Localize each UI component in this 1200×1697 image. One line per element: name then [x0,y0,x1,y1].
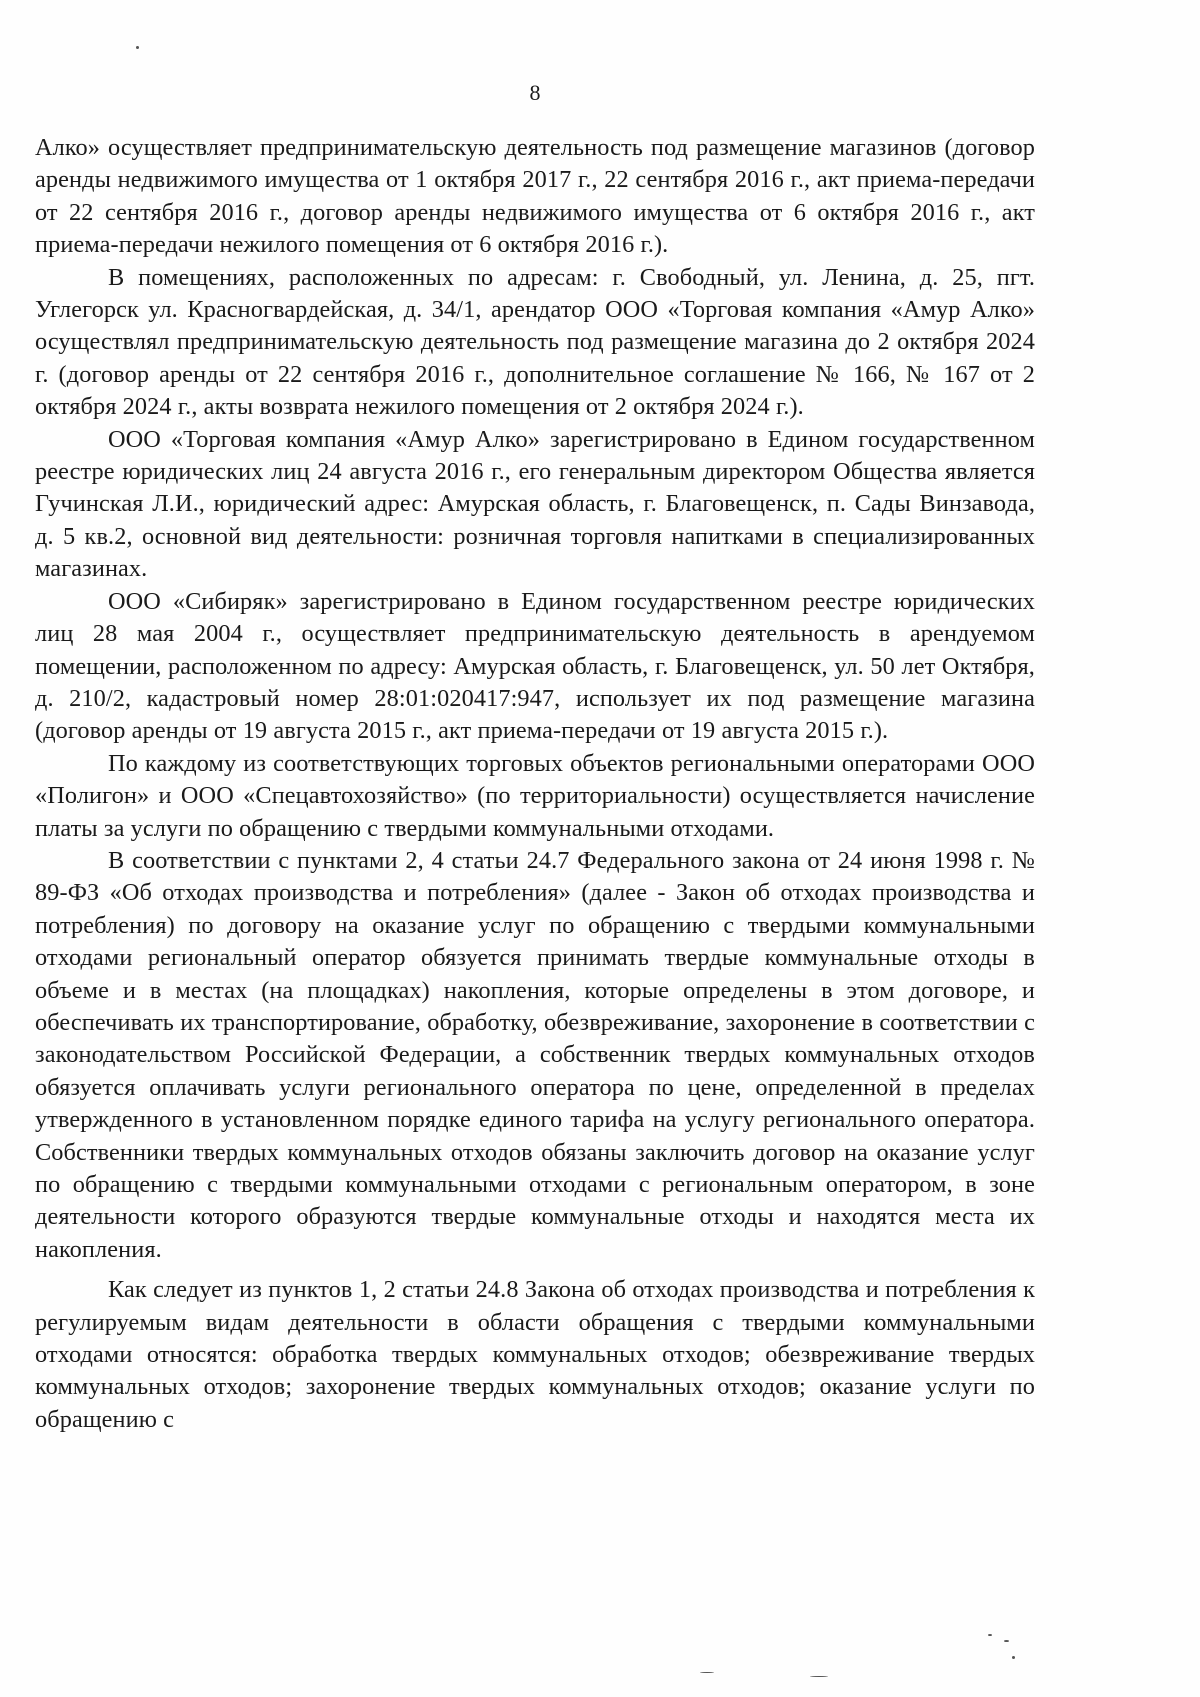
scan-speck [1004,1640,1009,1642]
paragraph-7: Как следует из пунктов 1, 2 статьи 24.8 Закона об отходах производства и потребления к регулируемым видам деятельности в области обращения с твердыми коммунальными отходами относятся: обработка твердых коммунальных отходов; обезвреживание твердых коммунальных отходов; захоронение твердых коммунальных отходов; оказание услуги по обращению с [35,1276,1035,1433]
paragraph-2: В помещениях, расположенных по адресам: г. Свободный, ул. Ленина, д. 25, пгт. Углегорск ул. Красногвардейская, д. 34/1, арендатор ООО «Торговая компания «Амур Алко» осуществлял предпринимательскую деятельность под размещение магазина до 2 октября 2024 г. (договор аренды от 22 сентября 2016 г., дополнительное соглашение № 166, № 167 от 2 октября 2024 г., акты возврата нежилого помещения от 2 октября 2024 г.). [35,263,1035,421]
scan-speck [700,1672,714,1673]
paragraph-1: Алко» осуществляет предпринимательскую деятельность под размещение магазинов (договор аренды недвижимого имущества от 1 октября 2017 г., 22 сентября 2016 г., акт приема-передачи от 22 сентября 2016 г., договор аренды недвижимого имущества от 6 октября 2016 г., акт приема-передачи нежилого помещения от 6 октября 2016 г.). [35,134,1035,259]
scan-speck [1012,1656,1015,1659]
page-number: 8 [529,80,541,105]
paragraph-3: ООО «Торговая компания «Амур Алко» зарегистрировано в Едином государственном реестре юридических лиц 24 августа 2016 г., его генеральным директором Общества является Гучинская Л.И., юридический адрес: Амурская область, г. Благовещенск, п. Сады Винзавода, д. 5 кв.2, основной вид деятельности: розничная торговля напитками в специализированных магазинах. [35,425,1035,583]
document-body [35,132,1035,1436]
paragraph-6: В соответствии с пунктами 2, 4 статьи 24.7 Федерального закона от 24 июня 1998 г. № 89-ФЗ «Об отходах производства и потребления» (далее - Закон об отходах производства и потребления) по договору на оказание услуг по обращению с твердыми коммунальными отходами региональный оператор обязуется принимать твердые коммунальные отходы в объеме и в местах (на площадках) накопления, которые определены в этом договоре, и обеспечивать их транспортирование, обработку, обезвреживание, захоронение в соответствии с законодательством Российской Федерации, а собственник твердых коммунальных отходов обязуется оплачивать услуги регионального оператора по цене, определенной в пределах утвержденного в установленном порядке единого тарифа на услугу регионального оператора. Собственники твердых коммунальных отходов обязаны заключить договор на оказание услуг по обращению с твердыми коммунальными отходами с региональным оператором, в зоне деятельности которого образуются твердые коммунальные отходы и находятся места их накопления. [35,846,1035,1263]
paragraph-4: ООО «Сибиряк» зарегистрировано в Едином государственном реестре юридических лиц 28 мая 2004 г., осуществляет предпринимательскую деятельность в арендуемом помещении, расположенном по адресу: Амурская область, г. Благовещенск, ул. 50 лет Октября, д. 210/2, кадастровый номер 28:01:020417:947, использует их под размещение магазина (договор аренды от 19 августа 2015 г., акт приема-передачи от 19 августа 2015 г.). [35,587,1035,745]
scan-speck [136,46,139,49]
paragraph-5: По каждому из соответствующих торговых объектов региональными операторами ООО «Полигон» и ООО «Спецавтохозяйство» (по территориальности) осуществляется начисление платы за услуги по обращению с твердыми коммунальными отходами. [35,749,1035,842]
scan-speck [988,1634,992,1636]
scan-speck [810,1676,828,1677]
